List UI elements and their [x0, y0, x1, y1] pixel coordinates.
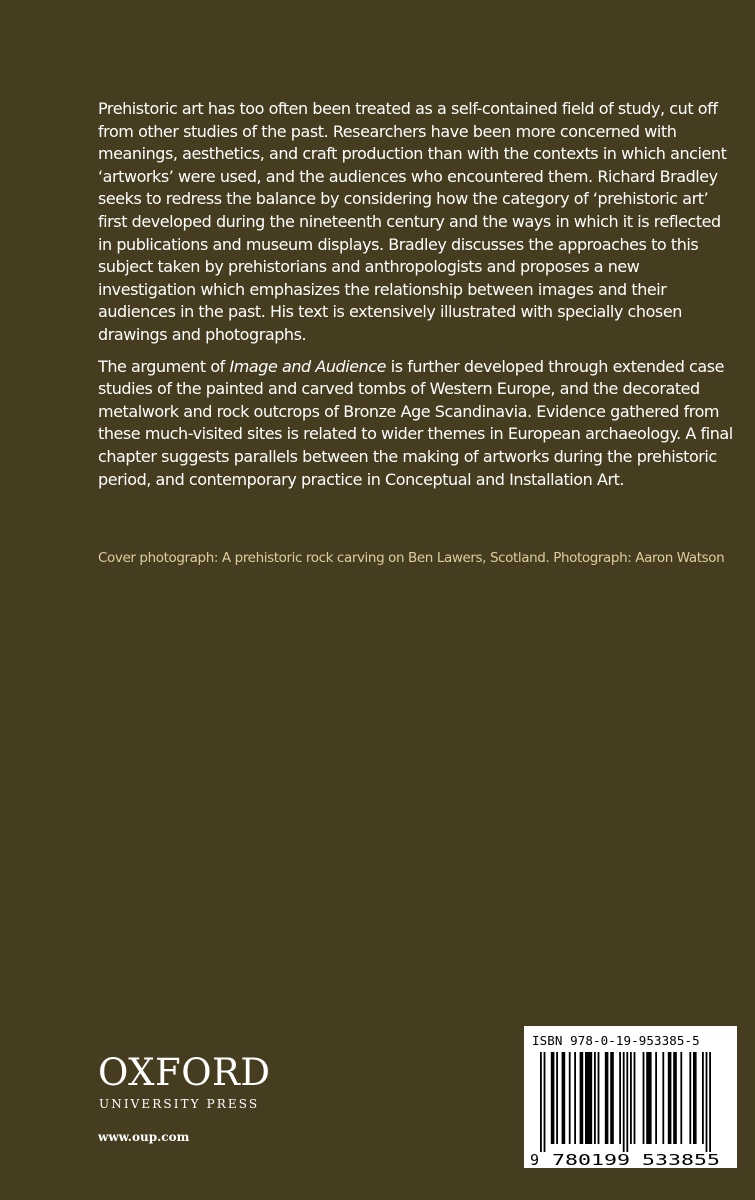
barcode-bar	[585, 1052, 592, 1144]
barcode-bar	[610, 1052, 614, 1144]
barcode-bar	[668, 1052, 672, 1144]
barcode-bar	[689, 1052, 691, 1144]
barcode-bar	[693, 1052, 697, 1144]
barcode-bar	[630, 1052, 632, 1144]
publisher-website: www.oup.com	[98, 1130, 190, 1144]
barcode-bar	[540, 1052, 542, 1152]
barcode-bar	[594, 1052, 596, 1144]
isbn-label: ISBN 978-0-19-953385-5	[532, 1033, 700, 1048]
barcode-graphic	[524, 1026, 737, 1168]
book-title-italic: Image and Audience	[229, 356, 387, 376]
barcode-bar	[655, 1052, 657, 1144]
barcode-bar	[556, 1052, 558, 1144]
barcode-bar	[562, 1052, 566, 1144]
barcode-bar	[619, 1052, 621, 1144]
barcode-bar	[598, 1052, 600, 1144]
blurb-paragraph-2-rest: is further developed through extended case studies of the painted and carved tombs of Western Europe, and the decorated metalwork and rock outcrops of Bronze Age Scandinavia. Evidence gathered from these much-visited sites is related to wider themes in European archaeology. A final chapter suggests parallels between the making of artworks during the prehistoric period, and contemporary practice in Conceptual and Installation Art.	[98, 356, 733, 489]
blurb-paragraph-2	[98, 356, 738, 492]
barcode-bar	[551, 1052, 555, 1144]
barcode-bar	[623, 1052, 625, 1152]
barcode-bar	[605, 1052, 609, 1144]
cover-photo-credit: Cover photograph: A prehistoric rock carving on Ben Lawers, Scotland. Photograph: Aaron Watson	[98, 550, 725, 566]
barcode-digits-right: 533855	[642, 1151, 720, 1168]
barcode-bar	[580, 1052, 584, 1144]
barcode-bar	[702, 1052, 704, 1144]
barcode-bar	[574, 1052, 576, 1144]
isbn-barcode-panel	[524, 1026, 737, 1168]
barcode-bars	[540, 1052, 711, 1152]
publisher-logo-subtitle: UNIVERSITY PRESS	[99, 1097, 260, 1111]
barcode-bar	[706, 1052, 708, 1152]
barcode-bar	[634, 1052, 636, 1144]
barcode-bar	[662, 1052, 664, 1144]
blurb-paragraph-2-start: The argument of	[98, 356, 230, 376]
barcode-bar	[643, 1052, 645, 1144]
barcode-digit-lead: 9	[530, 1151, 540, 1168]
publisher-logo-wordmark: OXFORD	[98, 1051, 271, 1094]
barcode-bar	[680, 1052, 682, 1144]
blurb-paragraph-1: Prehistoric art has too often been treated as a self-contained field of study, cut off from other studies of the past. Researchers have been more concerned with meanings, aesthetics, and craft production than with the contexts in which ancient ‘artworks’ were used, and the audiences who encountered them. Richard Bradley seeks to redress the balance by considering how the category of ‘prehistoric art’ first developed during the nineteenth century and the ways in which it is reflected in publications and museum displays. Bradley discusses the approaches to this subject taken by prehistorians and anthropologists and proposes a new investigation which emphasizes the relationship between images and their audiences in the past. His text is extensively illustrated with specially chosen drawings and photographs.	[98, 99, 727, 344]
barcode-bar	[626, 1052, 628, 1152]
barcode-bar	[709, 1052, 711, 1152]
barcode-bar	[673, 1052, 677, 1144]
blurb	[98, 98, 738, 491]
barcode-digits-left: 780199	[552, 1151, 630, 1168]
barcode-bar	[569, 1052, 571, 1144]
barcode-bar	[544, 1052, 546, 1152]
barcode-bar	[646, 1052, 651, 1144]
